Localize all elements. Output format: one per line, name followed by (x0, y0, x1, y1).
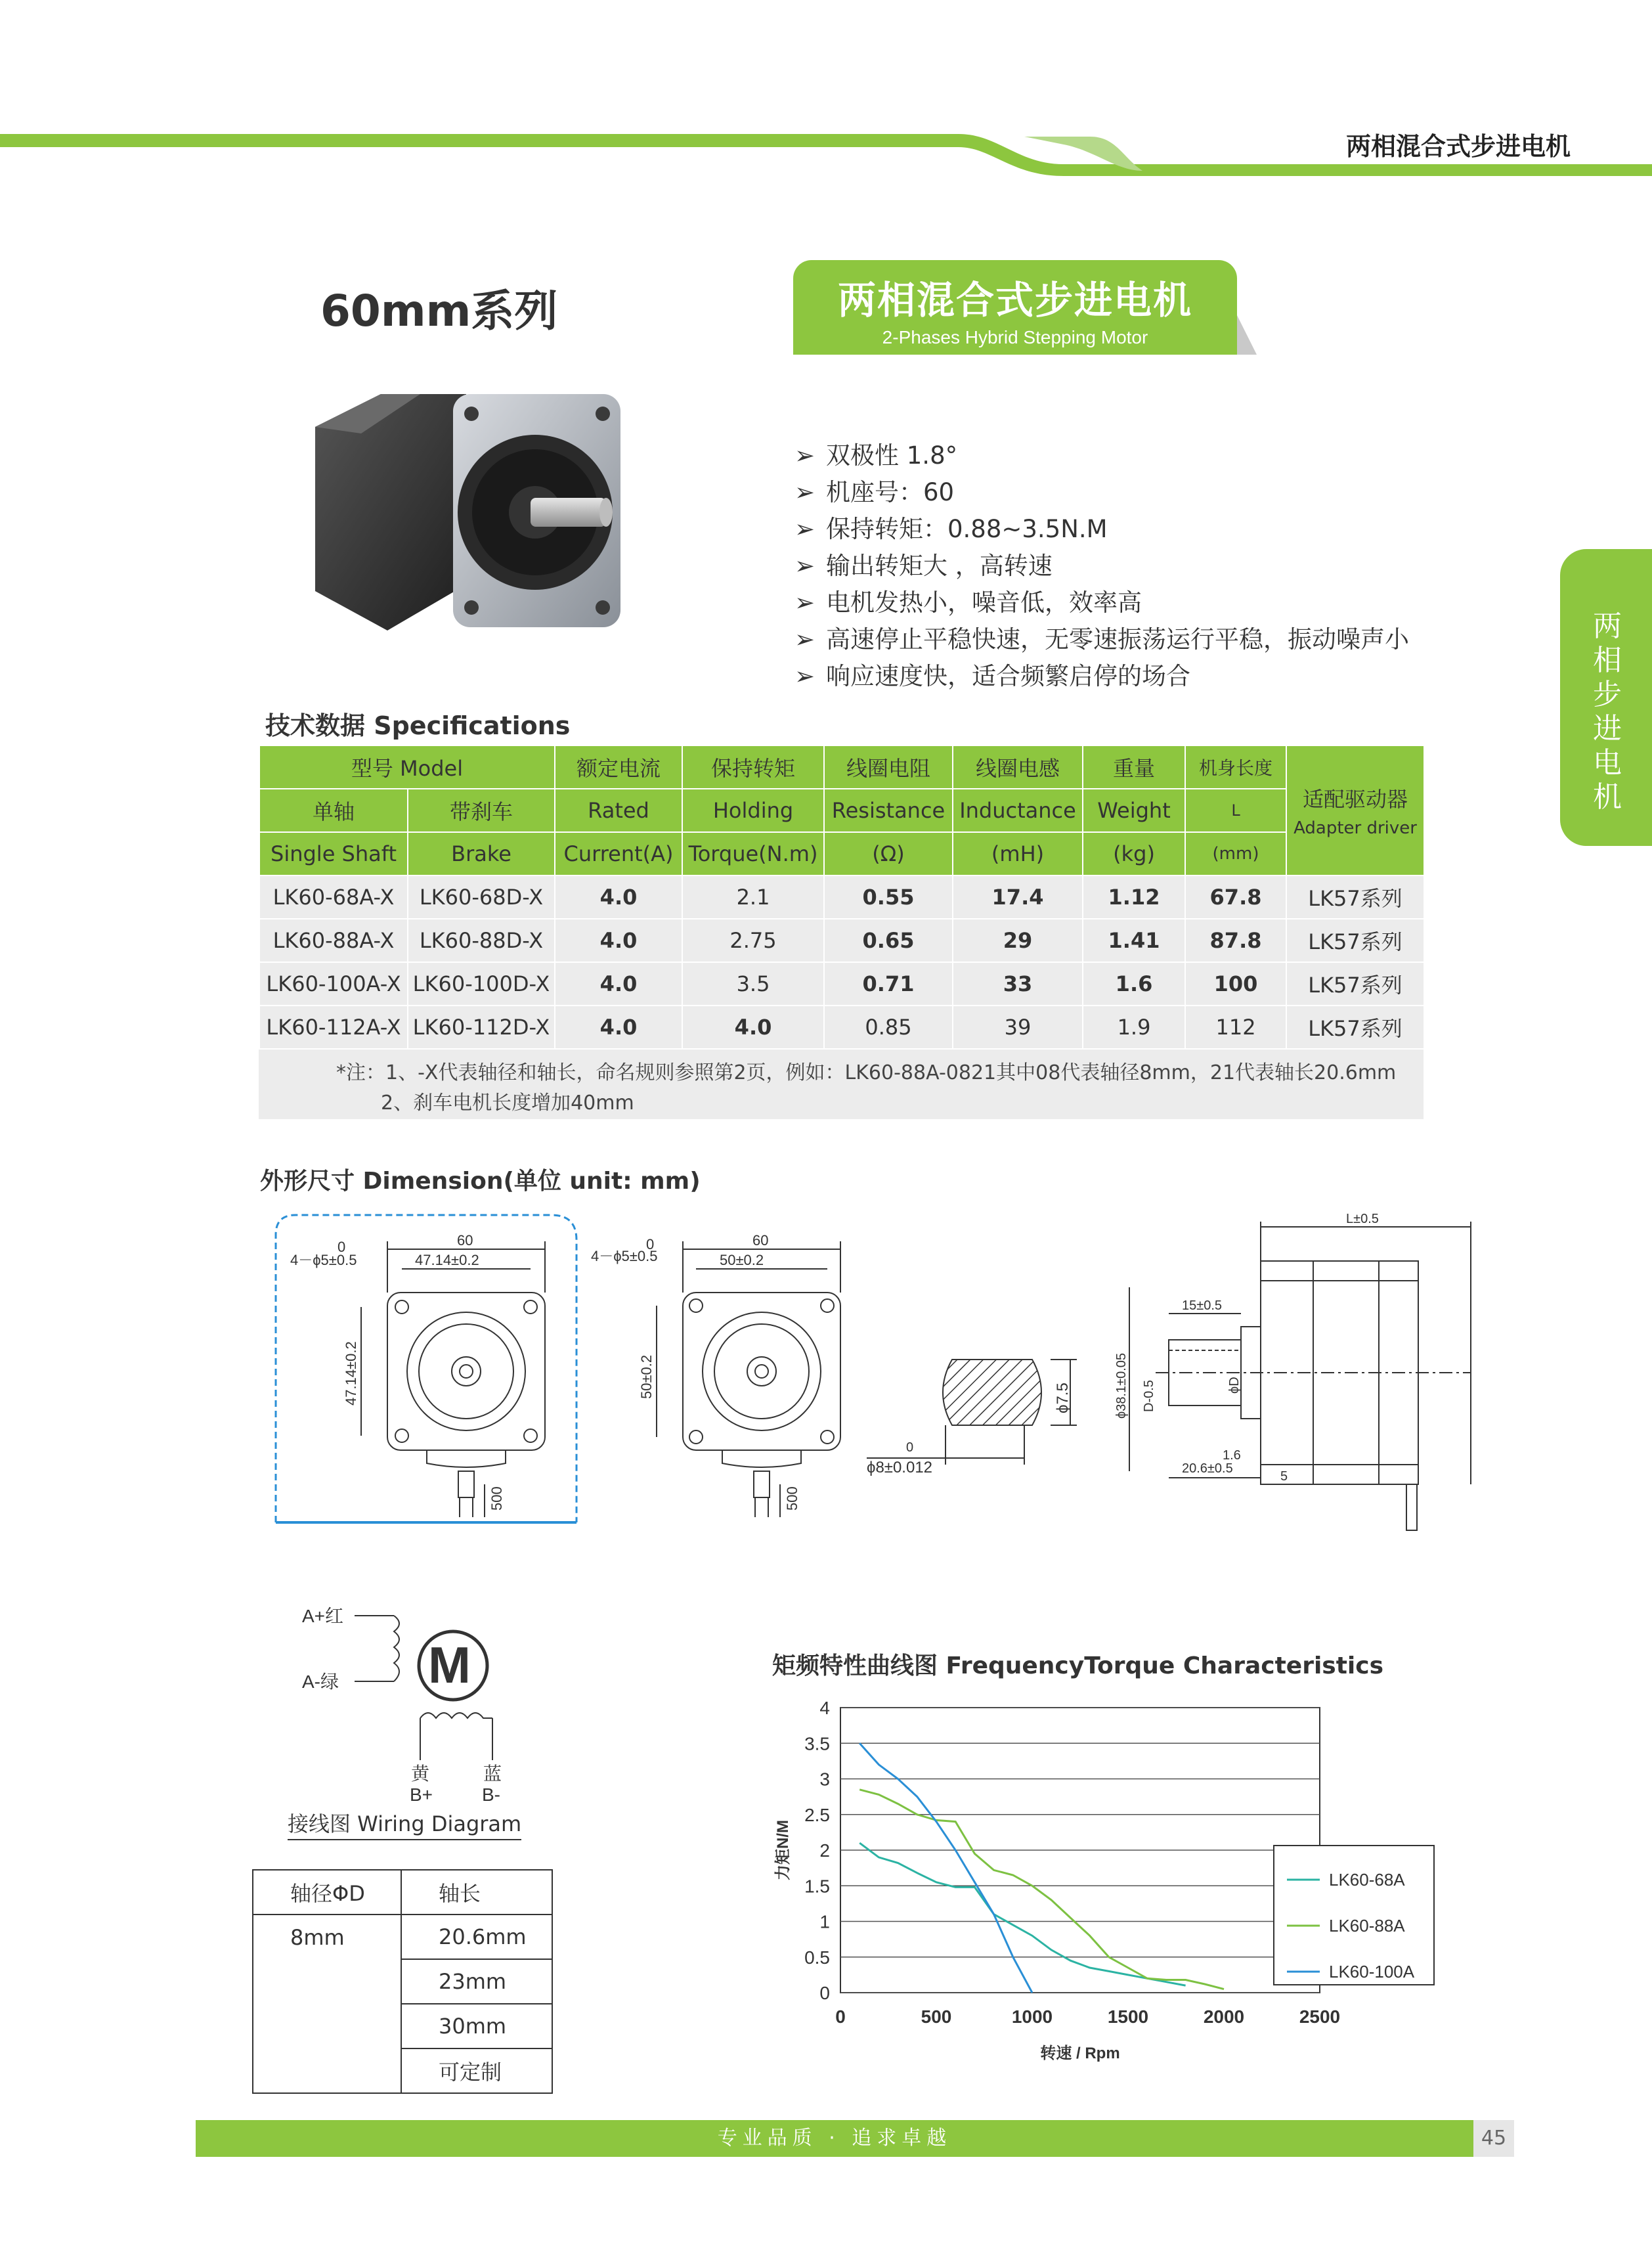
table-cell: LK60-112D-X (408, 1006, 555, 1049)
table-cell: LK60-68A-X (259, 875, 408, 919)
table-cell: 29 (953, 919, 1083, 962)
side-flange: ϕ38.1±0.05 (1114, 1352, 1129, 1419)
page-number: 45 (1473, 2120, 1514, 2157)
shaft-flat: ϕ7.5 (1054, 1383, 1072, 1413)
table-cell (253, 2048, 401, 2093)
x-tick-label: 2500 (1299, 2006, 1341, 2027)
spec-header-driver (1286, 745, 1424, 875)
table-cell (253, 1959, 401, 2004)
spec-title: 技术数据 Specifications (265, 711, 571, 740)
shaft-zero: 0 (906, 1440, 914, 1455)
x-axis-label: 转速 / Rpm (1040, 2045, 1120, 2062)
note-line-1: *注：1、-X代表轴径和轴长，命名规则参照第2页，例如：LK60-88A-0821其中08代表轴径8mm，21代表轴长20.6mm (336, 1061, 1397, 1084)
series-line-lk60-68a (859, 1843, 1185, 1985)
table-cell: 17.4 (953, 875, 1083, 919)
feature-item (794, 511, 1409, 548)
y-tick-label: 1.5 (804, 1876, 830, 1897)
table-cell: 4.0 (682, 1006, 824, 1049)
table-row (253, 1959, 552, 2004)
spec-header-cell: Inductance (953, 789, 1083, 832)
arrow-icon: ➢ (794, 515, 815, 543)
table-cell: LK57系列 (1286, 875, 1424, 919)
banner-subtitle: 2-Phases Hybrid Stepping Motor (882, 327, 1148, 347)
y-tick-label: 2 (819, 1840, 830, 1861)
spec-header-row (259, 745, 1424, 789)
side-15: 15±0.5 (1182, 1298, 1223, 1313)
table-cell: LK60-100D-X (408, 962, 555, 1006)
spec-header-cell: 带刹车 (408, 789, 555, 832)
legend-label: LK60-100A (1329, 1962, 1415, 1981)
table-cell: 23mm (401, 1959, 552, 2004)
table-row (253, 2048, 552, 2093)
spec-table (259, 745, 1425, 1050)
dim1-width: 60 (457, 1232, 473, 1249)
table-cell: 112 (1185, 1006, 1286, 1049)
spec-header-cell: Single Shaft (259, 832, 408, 875)
y-tick-label: 2.5 (804, 1804, 830, 1825)
dim2-lead: 500 (784, 1486, 800, 1511)
spec-header-cell: Resistance (824, 789, 953, 832)
table-cell: 4.0 (555, 962, 682, 1006)
wire-yellow: 黄 (411, 1763, 430, 1784)
spec-header-cell: (mm) (1185, 832, 1286, 875)
dim2-holes: 4－ϕ5±0.5 (591, 1248, 658, 1264)
product-banner (793, 260, 1237, 355)
feature-item (794, 658, 1409, 695)
legend-label: LK60-68A (1329, 1870, 1405, 1890)
table-cell: 1.9 (1083, 1006, 1185, 1049)
y-tick-label: 0.5 (804, 1947, 830, 1968)
x-tick-label: 1000 (1011, 2006, 1053, 2027)
feature-text: 电机发热小，噪音低，效率高 (826, 588, 1142, 617)
table-cell (253, 2004, 401, 2048)
feature-text: 保持转矩：0.88~3.5N.M (826, 515, 1108, 543)
y-tick-label: 0 (819, 1983, 830, 2003)
feature-item (794, 548, 1409, 585)
y-tick-label: 3 (819, 1769, 830, 1790)
table-cell: 33 (953, 962, 1083, 1006)
feature-item (794, 621, 1409, 658)
spec-header-driver-en: Adapter driver (1293, 818, 1417, 838)
table-cell: 0.65 (824, 919, 953, 962)
table-cell: 1.6 (1083, 962, 1185, 1006)
series-line-lk60-100a (859, 1743, 1032, 1993)
spec-header-cell: 重量 (1083, 745, 1185, 789)
dim2-zero: 0 (646, 1236, 655, 1252)
table-row (259, 875, 1424, 919)
table-cell: 8mm (253, 1915, 401, 1959)
dim1-holes: 4－ϕ5±0.5 (290, 1252, 357, 1268)
header-title: 两相混合式步进电机 (1345, 132, 1571, 161)
wiring-diagram (289, 1596, 525, 1806)
torque-chart (755, 1688, 1445, 2082)
table-cell: 67.8 (1185, 875, 1286, 919)
spec-header-cell: Weight (1083, 789, 1185, 832)
table-cell: 4.0 (555, 919, 682, 962)
spec-header-cell: Holding (682, 789, 824, 832)
table-cell: LK57系列 (1286, 962, 1424, 1006)
spec-header-cell: (kg) (1083, 832, 1185, 875)
spec-header-cell: 机身长度 (1185, 745, 1286, 789)
wire-b-minus: B- (482, 1784, 500, 1805)
spec-header-cell: 额定电流 (555, 745, 682, 789)
spec-header-model: 型号 Model (259, 745, 555, 789)
arrow-icon: ➢ (794, 662, 815, 690)
spec-header-cell: 线圈电阻 (824, 745, 953, 789)
table-cell: LK60-100A-X (259, 962, 408, 1006)
note-line-2: 2、刹车电机长度增加40mm (381, 1092, 634, 1115)
wire-blue: 蓝 (483, 1763, 502, 1784)
table-cell: 39 (953, 1006, 1083, 1049)
spec-header-cell: (mH) (953, 832, 1083, 875)
spec-header-cell: 线圈电感 (953, 745, 1083, 789)
table-cell: LK60-88D-X (408, 919, 555, 962)
shaft-header-length: 轴长 (401, 1870, 552, 1915)
spec-header-driver-cn: 适配驱动器 (1303, 787, 1408, 812)
table-cell: 可定制 (401, 2048, 552, 2093)
motor-symbol: M (428, 1636, 471, 1694)
table-cell: 0.71 (824, 962, 953, 1006)
arrow-icon: ➢ (794, 552, 815, 580)
x-tick-label: 2000 (1203, 2006, 1245, 2027)
dim1-side: 47.14±0.2 (343, 1341, 359, 1406)
table-cell: LK60-88A-X (259, 919, 408, 962)
x-tick-label: 0 (835, 2006, 846, 2027)
side-206: 20.6±0.5 (1182, 1461, 1233, 1476)
feature-text: 双极性 1.8° (826, 441, 958, 470)
spec-header-cell: (Ω) (824, 832, 953, 875)
side-tab-label: 两相步进电机 (1593, 609, 1622, 814)
spec-header-cell: L (1185, 789, 1286, 832)
arrow-icon: ➢ (794, 478, 815, 506)
spec-header-cell: Current(A) (555, 832, 682, 875)
wiring-caption: 接线图 Wiring Diagram (288, 1807, 521, 1840)
x-tick-label: 1500 (1107, 2006, 1149, 2027)
wire-a-minus: A-绿 (302, 1671, 339, 1692)
feature-item (794, 474, 1409, 511)
motor-image (289, 381, 630, 644)
spec-header-row (259, 789, 1424, 832)
table-cell: 2.1 (682, 875, 824, 919)
banner-title: 两相混合式步进电机 (837, 278, 1192, 322)
table-cell: 4.0 (555, 1006, 682, 1049)
table-cell: LK57系列 (1286, 1006, 1424, 1049)
wire-b-plus: B+ (410, 1784, 433, 1805)
table-cell: 4.0 (555, 875, 682, 919)
side-flat: D-0.5 (1142, 1380, 1156, 1412)
side-length: L±0.5 (1346, 1212, 1379, 1226)
table-row (253, 1915, 552, 1959)
dimension-drawings (263, 1208, 1484, 1537)
dimension-title: 外形尺寸 Dimension(单位 unit: mm) (260, 1168, 701, 1195)
spec-note (259, 1050, 1424, 1119)
side-16: 1.6 (1223, 1448, 1241, 1463)
feature-list (794, 437, 1409, 695)
table-cell: 0.55 (824, 875, 953, 919)
side-diameter: ϕD (1227, 1377, 1242, 1394)
table-row (259, 1006, 1424, 1049)
table-cell: LK60-68D-X (408, 875, 555, 919)
legend-label: LK60-88A (1329, 1916, 1405, 1936)
table-cell: 1.12 (1083, 875, 1185, 919)
dim1-lead: 500 (489, 1486, 505, 1511)
shaft-table (252, 1869, 553, 2094)
spec-header-cell: 单轴 (259, 789, 408, 832)
table-cell: 1.41 (1083, 919, 1185, 962)
feature-text: 响应速度快，适合频繁启停的场合 (826, 662, 1190, 690)
arrow-icon: ➢ (794, 441, 815, 470)
x-tick-label: 500 (921, 2006, 952, 2027)
dim1-zero: 0 (337, 1239, 346, 1255)
table-cell: LK60-112A-X (259, 1006, 408, 1049)
dim2-side: 50±0.2 (638, 1354, 655, 1399)
wire-a-plus: A+红 (302, 1606, 344, 1626)
side-5: 5 (1280, 1469, 1288, 1484)
series-line-lk60-88a (859, 1790, 1224, 1989)
series-title: 60mm系列 (320, 286, 558, 336)
arrow-icon: ➢ (794, 625, 815, 653)
spec-header-cell: Rated (555, 789, 682, 832)
table-cell: 100 (1185, 962, 1286, 1006)
table-cell: 20.6mm (401, 1915, 552, 1959)
y-tick-label: 4 (819, 1698, 830, 1718)
y-axis-label: 力矩N/M (774, 1820, 792, 1880)
arrow-icon: ➢ (794, 588, 815, 617)
table-row (259, 919, 1424, 962)
footer-bar (196, 2120, 1473, 2157)
y-tick-label: 1 (819, 1911, 830, 1932)
dim2-width: 60 (752, 1232, 769, 1249)
table-row (259, 962, 1424, 1006)
chart-title: 矩频特性曲线图 FrequencyTorque Characteristics (772, 1652, 1384, 1679)
feature-text: 高速停止平稳快速，无零速振荡运行平稳，振动噪声小 (826, 625, 1409, 653)
spec-header-cell: Torque(N.m) (682, 832, 824, 875)
table-cell: 2.75 (682, 919, 824, 962)
dim1-pitch: 47.14±0.2 (415, 1252, 479, 1268)
y-tick-label: 3.5 (804, 1733, 830, 1754)
dim2-pitch: 50±0.2 (720, 1252, 764, 1268)
spec-header-cell: 保持转矩 (682, 745, 824, 789)
table-row (253, 2004, 552, 2048)
spec-header-row (259, 832, 1424, 875)
shaft-diameter: ϕ8±0.012 (867, 1459, 933, 1476)
feature-item (794, 585, 1409, 621)
banner-shadow (1237, 315, 1257, 355)
spec-header-cell: Brake (408, 832, 555, 875)
table-cell: LK57系列 (1286, 919, 1424, 962)
table-cell: 87.8 (1185, 919, 1286, 962)
table-row (253, 1870, 552, 1915)
feature-text: 机座号：60 (826, 478, 955, 506)
table-cell: 0.85 (824, 1006, 953, 1049)
table-cell: 30mm (401, 2004, 552, 2048)
feature-text: 输出转矩大 ，高转速 (826, 552, 1053, 580)
shaft-header-diameter: 轴径ΦD (253, 1870, 401, 1915)
feature-item (794, 437, 1409, 474)
table-cell: 3.5 (682, 962, 824, 1006)
footer-slogan: 专业品质 · 追求卓越 (717, 2127, 952, 2150)
side-tab (1560, 549, 1652, 846)
